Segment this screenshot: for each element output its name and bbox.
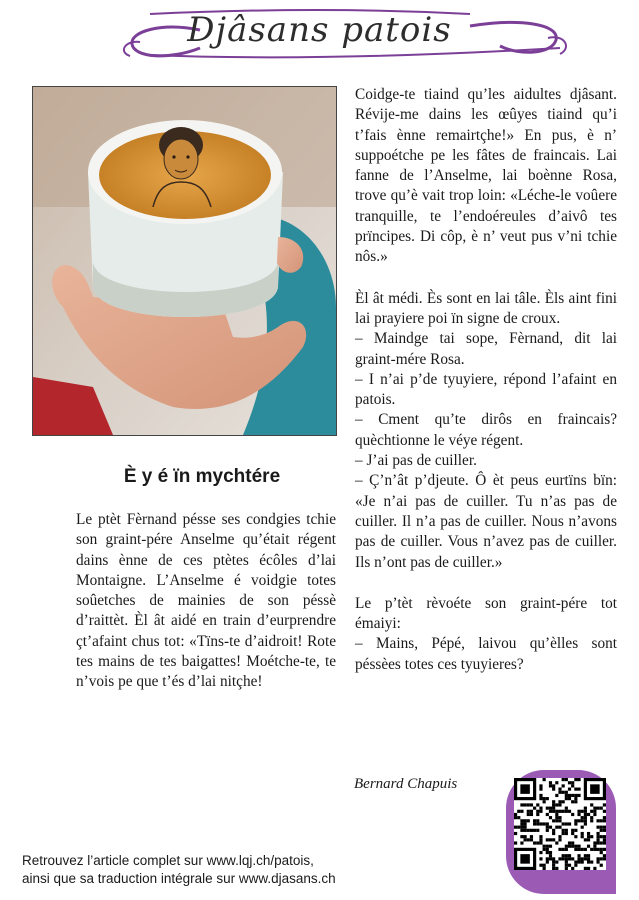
article-author: Bernard Chapuis [354, 776, 458, 792]
article-paragraph: Èl ât médi. Ès sont en lai tâle. Èls aint fini lai prayiere poi ïn signe de croux. – Maindge tai sope, Fèrnand, dit lai graint-mére Rosa. – I n’ai p’de tyuyiere, répond l’afaint en patois. – Cment qu’te dirôs en fraincais? quèchtionne le véye régent. – J’ai pas de cuiller. – Ç’n’ât p’djeute. Ô èt peus eurtïns bïn: «Je n’ai pas de cuiller. Tu n’as pas de cuiller. Il n’a pas de cuiller. Nous n’avons pas de cuiller. Vous n’avez pas de cuiller. Ils n’ont pas de cuiller.» [355, 289, 617, 571]
article-paragraph: Coidge-te tiaind qu’les aidultes djâsant. Révije-me dains les œûyes tiaind qu’i t’fais ènne remairtçhe!» En pus, è n’ suppoétche pe les fâtes de fraincais. Lai fanne de l’Anselme, lai boènne Rosa, trove qu’è vait trop loin: «Léche-le voûere tranquille, te l’endoéreules d’aivô tes prïncipes. Di côp, è n’ veut pus v’ni tchie nôs.» [355, 86, 617, 266]
article-title: È y é ïn mychtére [123, 466, 281, 487]
page-header [0, 0, 639, 72]
article-paragraph: Le p’tèt rèvoéte son graint-pére tot émaiyi: – Mains, Pépé, laivou qu’èlles sont péssèes totes ces tyuyieres? [355, 594, 617, 673]
cup-with-portrait-photo-icon [33, 87, 336, 435]
footer-line-1: Retrouvez l’article complet sur www.lqj.ch/patois, [22, 853, 314, 868]
cup-photo [32, 86, 337, 436]
article-paragraph: Le ptèt Fèrnand pésse ses condgies tchie son graint-pére Anselme qu’était régent dains ènne de ces ptètes écôles d’lai Montaigne. L’Anselme é voidgie totes soûetches de mainies de son péssè d’raittèt. Èl ât aidé en train d’eurprendre çt’afaint chus tot: «Tïns-te d’aidroit! Rote tes mains de tes baigattes! Moétche-te, te n’vois pe que t’és d’lai nitçhe! [76, 511, 336, 691]
article-right-column [355, 85, 617, 675]
header-title: Djâsans patois [187, 10, 452, 50]
footer-line-2: ainsi que sa traduction intégrale sur www.djasans.ch [22, 871, 336, 886]
qr-code-icon[interactable] [514, 778, 606, 870]
footer-note [22, 852, 336, 888]
article-left-column [76, 510, 336, 693]
qr-code-pattern [514, 778, 606, 870]
